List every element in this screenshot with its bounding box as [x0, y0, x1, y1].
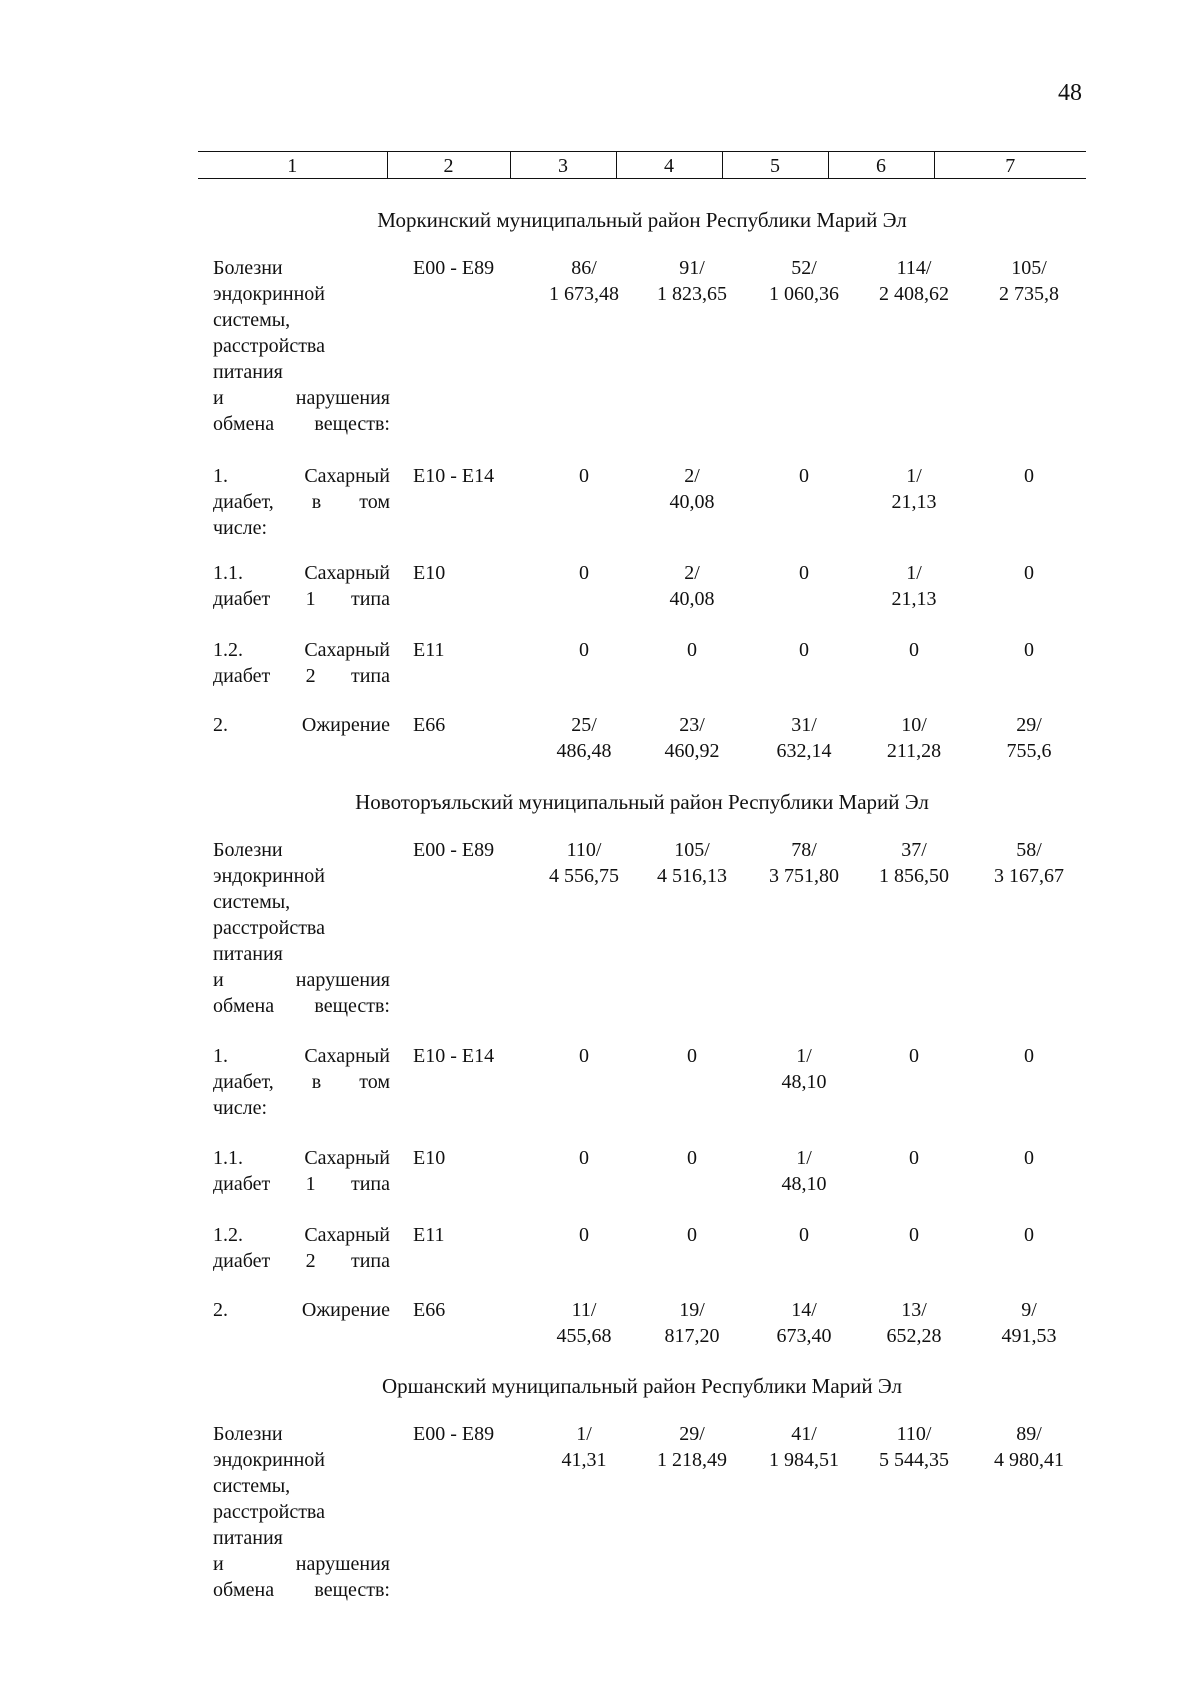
disease-name-line: и нарушения	[213, 969, 390, 991]
value-cell-col-5	[748, 560, 860, 586]
disease-name-line: системы,	[213, 891, 291, 913]
case-count: 14/	[791, 1299, 817, 1321]
disease-name-line: и нарушения	[213, 1553, 390, 1575]
disease-name-line: питания	[213, 361, 283, 383]
disease-name-line: Болезни	[213, 839, 283, 861]
case-count: 0	[579, 639, 589, 661]
column-number-6: 6	[828, 152, 934, 179]
disease-name-line: эндокринной	[213, 1449, 325, 1471]
case-count: 1/	[796, 1147, 812, 1169]
case-count: 1/	[906, 465, 922, 487]
disease-name-line: числе:	[213, 1097, 268, 1119]
disease-name-line: обмена веществ:	[213, 413, 390, 435]
disease-name-line: 1. Сахарный	[213, 1045, 390, 1067]
case-count: 0	[1024, 639, 1034, 661]
column-number-4: 4	[616, 152, 722, 179]
section-title: Оршанский муниципальный район Республики Марий Эл	[382, 1374, 902, 1398]
rate-per-100k: 21,13	[891, 491, 937, 513]
value-cell-col-3	[528, 837, 640, 889]
disease-name-line: обмена веществ:	[213, 1579, 390, 1601]
rate-per-100k: 3 751,80	[769, 865, 839, 887]
value-cell-col-5	[748, 837, 860, 889]
value-cell-col-5	[748, 1421, 860, 1473]
column-number-7: 7	[934, 152, 1086, 179]
value-cell-col-7	[973, 463, 1085, 489]
disease-name-line: 1.1. Сахарный	[213, 562, 390, 584]
column-header-row	[198, 151, 1086, 179]
case-count: 0	[579, 1045, 589, 1067]
case-count: 1/	[796, 1045, 812, 1067]
disease-name-line: диабет, в том	[213, 1071, 390, 1093]
case-count: 0	[1024, 1147, 1034, 1169]
rate-per-100k: 48,10	[781, 1173, 827, 1195]
disease-name-cell	[213, 560, 390, 612]
icd-code-cell: E00 - E89	[413, 839, 495, 861]
disease-name-line: расстройства	[213, 1501, 325, 1523]
case-count: 31/	[791, 714, 817, 736]
disease-name-line: системы,	[213, 1475, 291, 1497]
disease-name-line: 2. Ожирение	[213, 714, 390, 736]
value-cell-col-5	[748, 712, 860, 764]
value-cell-col-7	[973, 1297, 1085, 1349]
disease-name-line: и нарушения	[213, 387, 390, 409]
value-cell-col-4	[636, 1297, 748, 1349]
value-cell-col-4	[636, 560, 748, 612]
disease-name-line: эндокринной	[213, 865, 325, 887]
case-count: 0	[1024, 465, 1034, 487]
case-count: 0	[1024, 1045, 1034, 1067]
case-count: 78/	[791, 839, 817, 861]
disease-name-cell	[213, 463, 390, 541]
section-title: Моркинский муниципальный район Республики Марий Эл	[377, 208, 907, 232]
case-count: 0	[799, 639, 809, 661]
rate-per-100k: 460,92	[664, 740, 720, 762]
value-cell-col-6	[858, 637, 970, 663]
disease-name-line: 2. Ожирение	[213, 1299, 390, 1321]
rate-per-100k: 2 408,62	[879, 283, 949, 305]
icd-code-cell: E10	[413, 562, 446, 584]
case-count: 0	[687, 639, 697, 661]
rate-per-100k: 1 060,36	[769, 283, 839, 305]
disease-name-line: эндокринной	[213, 283, 325, 305]
case-count: 19/	[679, 1299, 705, 1321]
case-count: 2/	[684, 562, 700, 584]
case-count: 89/	[1016, 1423, 1042, 1445]
disease-name-line: диабет 2 типа	[213, 665, 390, 687]
rate-per-100k: 40,08	[669, 491, 715, 513]
value-cell-col-7	[973, 1043, 1085, 1069]
rate-per-100k: 491,53	[1001, 1325, 1057, 1347]
case-count: 13/	[901, 1299, 927, 1321]
case-count: 110/	[566, 839, 602, 861]
case-count: 10/	[901, 714, 927, 736]
disease-name-line: диабет, в том	[213, 491, 390, 513]
value-cell-col-7	[973, 255, 1085, 307]
value-cell-col-4	[636, 1043, 748, 1069]
rate-per-100k: 817,20	[664, 1325, 720, 1347]
case-count: 114/	[896, 257, 932, 279]
icd-code-cell: E10 - E14	[413, 465, 495, 487]
case-count: 0	[909, 1147, 919, 1169]
disease-name-line: расстройства	[213, 335, 325, 357]
disease-name-cell	[213, 1297, 390, 1323]
case-count: 25/	[571, 714, 597, 736]
case-count: 0	[909, 1224, 919, 1246]
case-count: 0	[579, 562, 589, 584]
case-count: 105/	[674, 839, 710, 861]
rate-per-100k: 1 823,65	[657, 283, 727, 305]
value-cell-col-7	[973, 1145, 1085, 1171]
value-cell-col-4	[636, 255, 748, 307]
column-number-2: 2	[387, 152, 510, 179]
disease-name-line: системы,	[213, 309, 291, 331]
rate-per-100k: 3 167,67	[994, 865, 1064, 887]
value-cell-col-4	[636, 637, 748, 663]
case-count: 58/	[1016, 839, 1042, 861]
case-count: 0	[687, 1147, 697, 1169]
value-cell-col-4	[636, 1222, 748, 1248]
disease-name-cell	[213, 255, 390, 437]
case-count: 0	[1024, 1224, 1034, 1246]
disease-name-line: питания	[213, 943, 283, 965]
column-number-5: 5	[722, 152, 828, 179]
case-count: 86/	[571, 257, 597, 279]
disease-name-cell	[213, 1421, 390, 1603]
case-count: 0	[579, 465, 589, 487]
disease-name-line: обмена веществ:	[213, 995, 390, 1017]
value-cell-col-6	[858, 1145, 970, 1171]
value-cell-col-5	[748, 1222, 860, 1248]
case-count: 0	[579, 1224, 589, 1246]
case-count: 29/	[679, 1423, 705, 1445]
disease-name-line: диабет 1 типа	[213, 1173, 390, 1195]
disease-name-cell	[213, 1043, 390, 1121]
value-cell-col-6	[858, 1421, 970, 1473]
case-count: 29/	[1016, 714, 1042, 736]
case-count: 91/	[679, 257, 705, 279]
value-cell-col-3	[528, 1145, 640, 1171]
value-cell-col-5	[748, 1043, 860, 1095]
rate-per-100k: 2 735,8	[999, 283, 1059, 305]
value-cell-col-3	[528, 1043, 640, 1069]
case-count: 110/	[896, 1423, 932, 1445]
value-cell-col-5	[748, 255, 860, 307]
rate-per-100k: 48,10	[781, 1071, 827, 1093]
case-count: 0	[909, 1045, 919, 1067]
rate-per-100k: 4 556,75	[549, 865, 619, 887]
value-cell-col-7	[973, 637, 1085, 663]
rate-per-100k: 1 218,49	[657, 1449, 727, 1471]
case-count: 0	[799, 1224, 809, 1246]
value-cell-col-6	[858, 1222, 970, 1248]
value-cell-col-6	[858, 1297, 970, 1349]
rate-per-100k: 1 856,50	[879, 865, 949, 887]
rate-per-100k: 455,68	[556, 1325, 612, 1347]
rate-per-100k: 211,28	[886, 740, 942, 762]
value-cell-col-5	[748, 637, 860, 663]
icd-code-cell: E10 - E14	[413, 1045, 495, 1067]
case-count: 0	[579, 1147, 589, 1169]
disease-name-line: диабет 2 типа	[213, 1250, 390, 1272]
case-count: 105/	[1011, 257, 1047, 279]
rate-per-100k: 486,48	[556, 740, 612, 762]
value-cell-col-7	[973, 712, 1085, 764]
value-cell-col-3	[528, 637, 640, 663]
case-count: 0	[687, 1045, 697, 1067]
case-count: 1/	[906, 562, 922, 584]
value-cell-col-4	[636, 1421, 748, 1473]
value-cell-col-5	[748, 463, 860, 489]
rate-per-100k: 4 980,41	[994, 1449, 1064, 1471]
disease-name-cell	[213, 1145, 390, 1197]
disease-name-line: диабет 1 типа	[213, 588, 390, 610]
case-count: 41/	[791, 1423, 817, 1445]
value-cell-col-6	[858, 1043, 970, 1069]
value-cell-col-4	[636, 712, 748, 764]
rate-per-100k: 1 673,48	[549, 283, 619, 305]
case-count: 11/	[571, 1299, 597, 1321]
disease-name-line: 1. Сахарный	[213, 465, 390, 487]
rate-per-100k: 673,40	[776, 1325, 832, 1347]
value-cell-col-3	[528, 1421, 640, 1473]
case-count: 37/	[901, 839, 927, 861]
disease-name-line: 1.1. Сахарный	[213, 1147, 390, 1169]
rate-per-100k: 632,14	[776, 740, 832, 762]
case-count: 0	[687, 1224, 697, 1246]
value-cell-col-3	[528, 712, 640, 764]
column-number-1: 1	[198, 152, 387, 179]
value-cell-col-4	[636, 463, 748, 515]
case-count: 0	[909, 639, 919, 661]
disease-name-cell	[213, 1222, 390, 1274]
icd-code-cell: E11	[413, 1224, 445, 1246]
disease-name-line: питания	[213, 1527, 283, 1549]
case-count: 2/	[684, 465, 700, 487]
rate-per-100k: 41,31	[561, 1449, 607, 1471]
rate-per-100k: 4 516,13	[657, 865, 727, 887]
value-cell-col-4	[636, 1145, 748, 1171]
disease-name-cell	[213, 837, 390, 1019]
value-cell-col-3	[528, 1297, 640, 1349]
case-count: 0	[799, 562, 809, 584]
page-number: 48	[1058, 80, 1082, 106]
rate-per-100k: 652,28	[886, 1325, 942, 1347]
case-count: 0	[799, 465, 809, 487]
value-cell-col-3	[528, 255, 640, 307]
disease-name-line: 1.2. Сахарный	[213, 639, 390, 661]
value-cell-col-6	[858, 255, 970, 307]
case-count: 0	[1024, 562, 1034, 584]
value-cell-col-4	[636, 837, 748, 889]
value-cell-col-7	[973, 1222, 1085, 1248]
value-cell-col-5	[748, 1297, 860, 1349]
icd-code-cell: E10	[413, 1147, 446, 1169]
rate-per-100k: 5 544,35	[879, 1449, 949, 1471]
value-cell-col-3	[528, 560, 640, 586]
disease-name-line: Болезни	[213, 257, 283, 279]
case-count: 9/	[1021, 1299, 1037, 1321]
value-cell-col-6	[858, 463, 970, 515]
icd-code-cell: E00 - E89	[413, 1423, 495, 1445]
icd-code-cell: E66	[413, 1299, 446, 1321]
value-cell-col-5	[748, 1145, 860, 1197]
case-count: 52/	[791, 257, 817, 279]
disease-name-line: Болезни	[213, 1423, 283, 1445]
rate-per-100k: 1 984,51	[769, 1449, 839, 1471]
icd-code-cell: E11	[413, 639, 445, 661]
case-count: 23/	[679, 714, 705, 736]
disease-name-line: расстройства	[213, 917, 325, 939]
icd-code-cell: E66	[413, 714, 446, 736]
value-cell-col-7	[973, 837, 1085, 889]
value-cell-col-3	[528, 463, 640, 489]
disease-name-cell	[213, 712, 390, 738]
rate-per-100k: 40,08	[669, 588, 715, 610]
value-cell-col-6	[858, 837, 970, 889]
rate-per-100k: 21,13	[891, 588, 937, 610]
value-cell-col-7	[973, 1421, 1085, 1473]
column-number-3: 3	[510, 152, 616, 179]
value-cell-col-6	[858, 712, 970, 764]
icd-code-cell: E00 - E89	[413, 257, 495, 279]
disease-name-line: 1.2. Сахарный	[213, 1224, 390, 1246]
rate-per-100k: 755,6	[1006, 740, 1052, 762]
disease-name-line: числе:	[213, 517, 268, 539]
value-cell-col-7	[973, 560, 1085, 586]
value-cell-col-6	[858, 560, 970, 612]
value-cell-col-3	[528, 1222, 640, 1248]
case-count: 1/	[576, 1423, 592, 1445]
disease-name-cell	[213, 637, 390, 689]
section-title: Новоторъяльский муниципальный район Республики Марий Эл	[355, 790, 929, 814]
